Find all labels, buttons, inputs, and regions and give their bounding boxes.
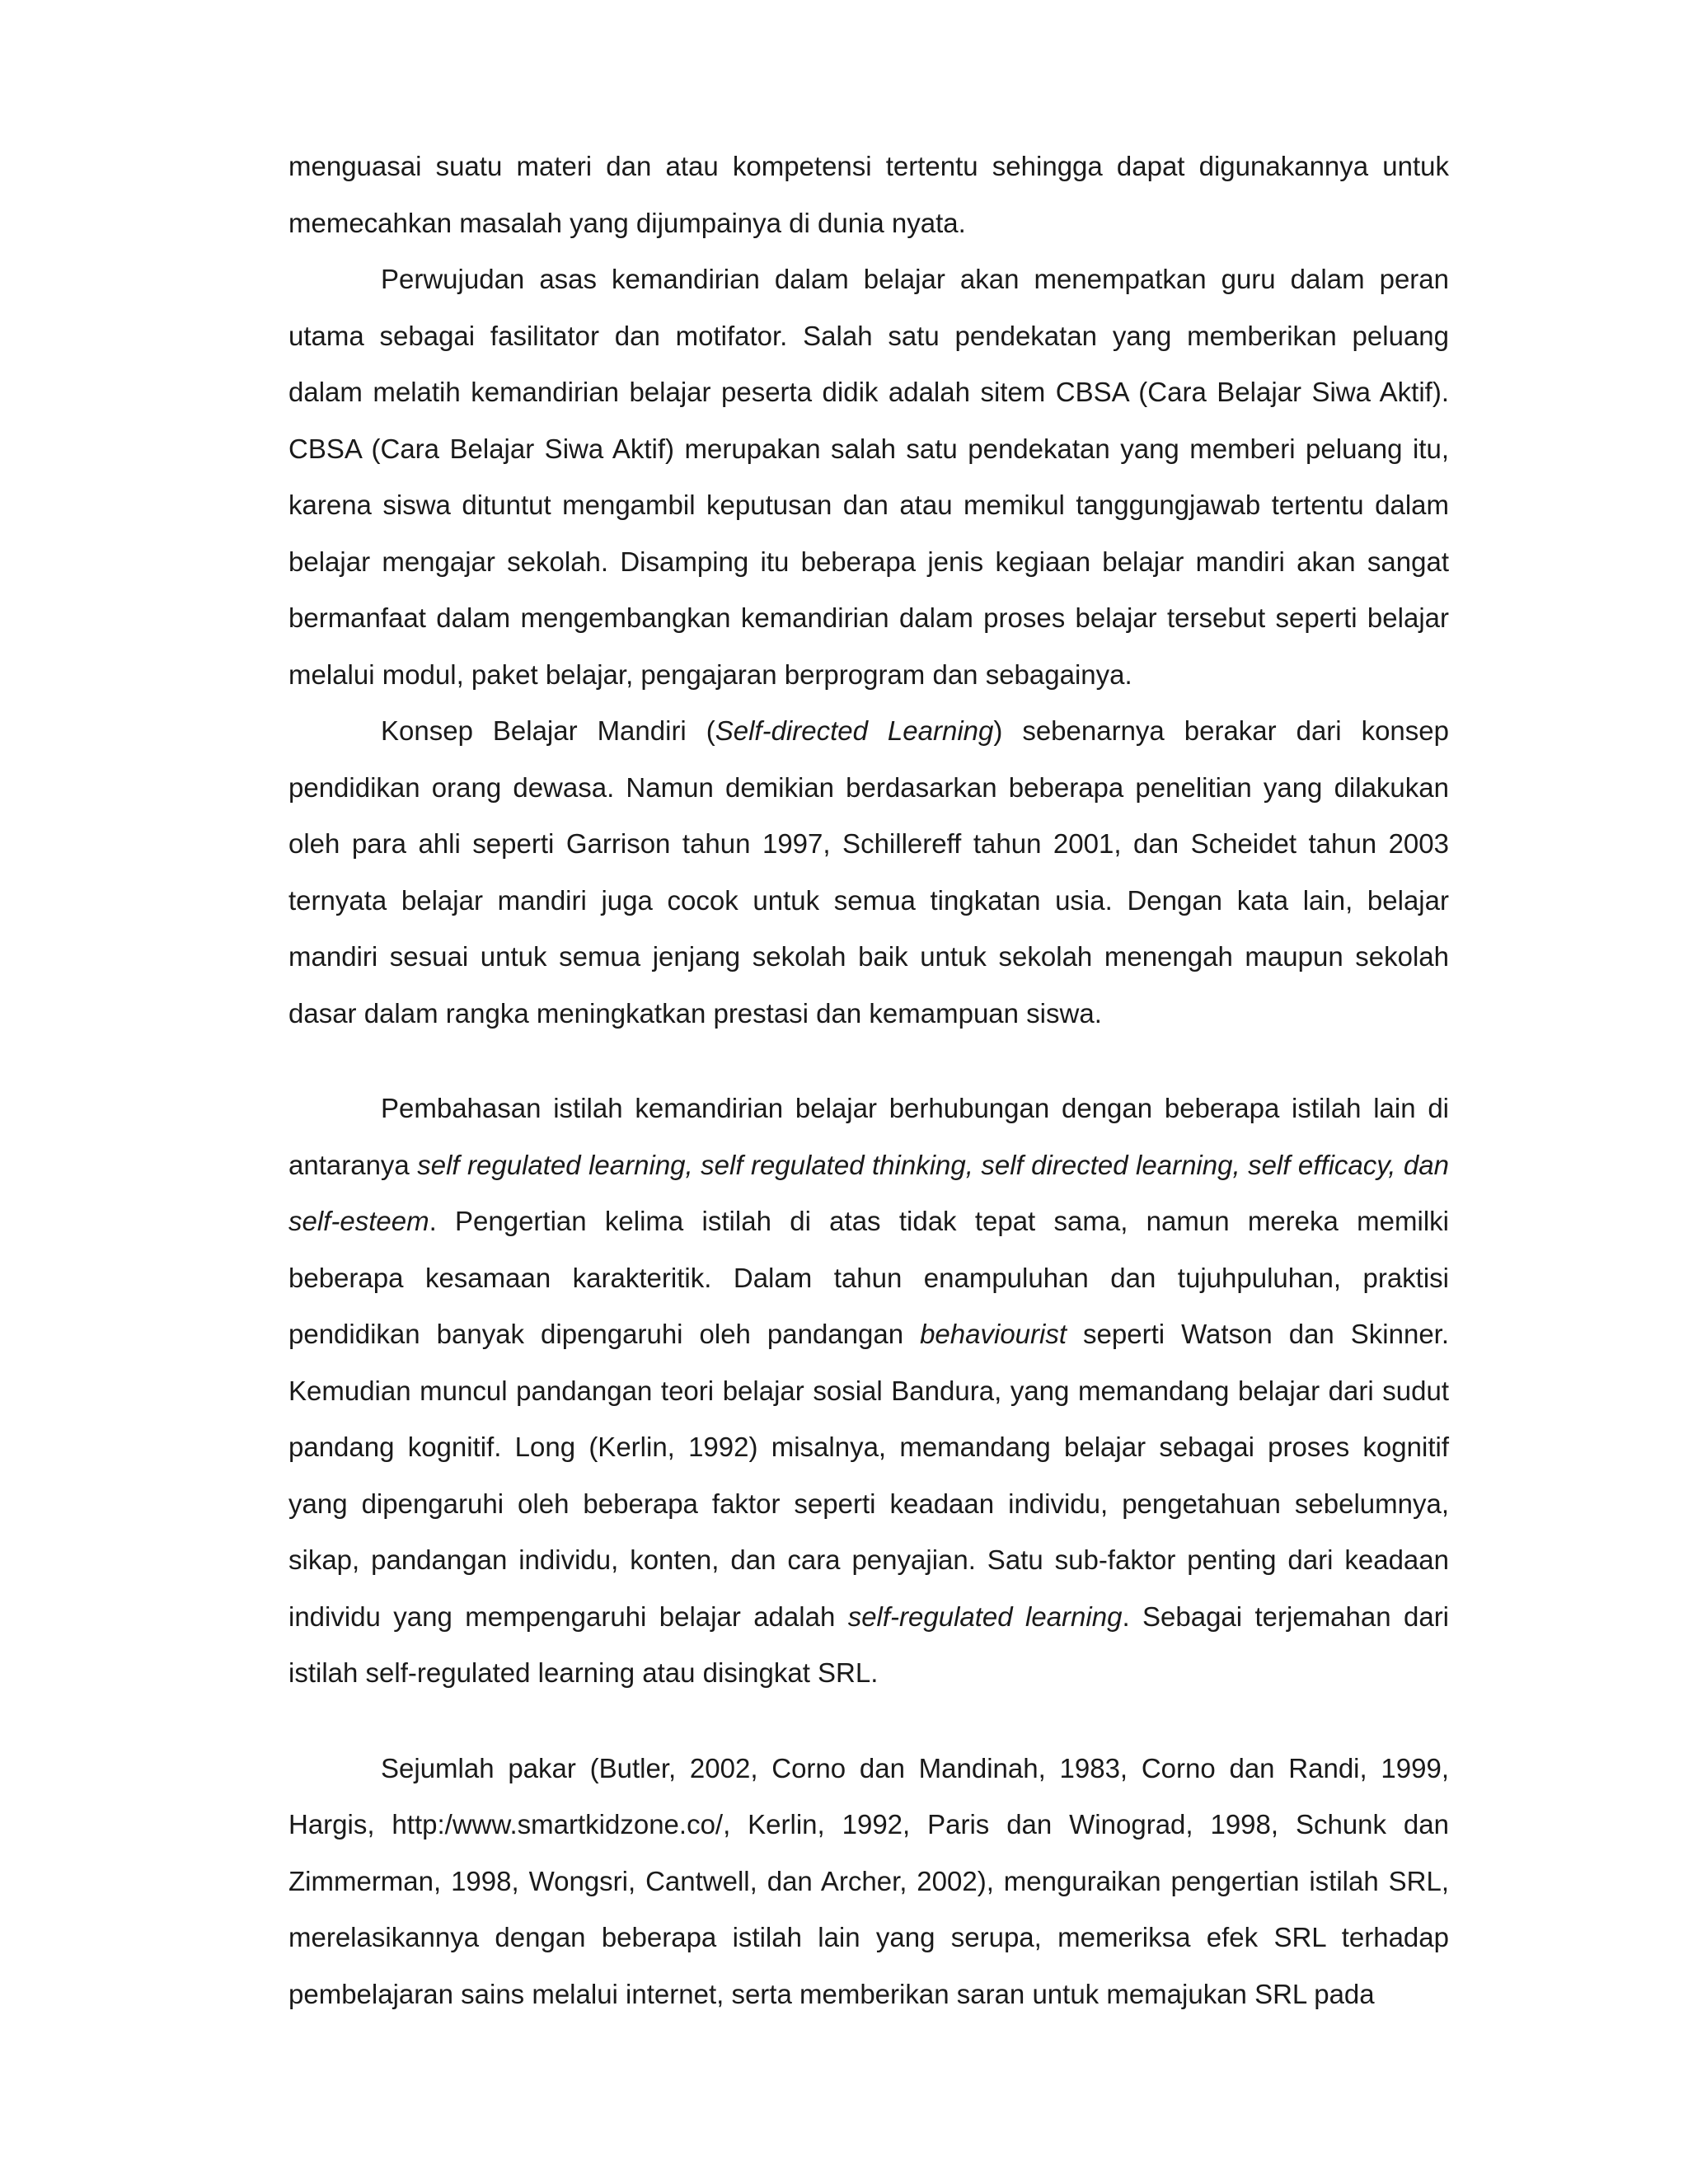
paragraph-4-italic-srl: self-regulated learning: [847, 1601, 1123, 1632]
paragraph-4-italic-behaviourist: behaviourist: [920, 1319, 1067, 1349]
paragraph-4-italic-terms: self regulated learning, self regulated thinking, self directed learning, self efficacy, dan self-esteem: [288, 1149, 1449, 1236]
paragraph-5-text: Sejumlah pakar (Butler, 2002, Corno dan Mandinah, 1983, Corno dan Randi, 1999, Hargis, http:/www.smartkidzone.co/, Kerlin, 1992, Paris dan Winograd, 1998, Schunk dan Zimmerman, 1998, Wongsri, Cantwell, dan Archer, 2002), menguraikan pengertian istilah SRL, merelasikannya dengan beberapa istilah lain yang serupa, memeriksa efek SRL terhadap pembelajaran sains melalui internet, serta memberikan saran untuk memajukan SRL pada: [288, 1752, 1449, 2009]
paragraph-3-italic-term: Self-directed Learning: [715, 715, 994, 746]
document-body: [288, 138, 1449, 2022]
paragraph-4-run-1: Pembahasan istilah kemandirian belajar berhubungan dengan beberapa istilah lain di antaranya: [288, 1093, 1449, 1180]
paragraph-5: [288, 1741, 1449, 2023]
paragraph-3-run-3: ) sebenarnya berakar dari konsep pendidikan orang dewasa. Namun demikian berdasarkan beberapa penelitian yang dilakukan oleh para ahli seperti Garrison tahun 1997, Schillereff tahun 2001, dan Scheidet tahun 2003 ternyata belajar mandiri juga cocok untuk semua tingkatan usia. Dengan kata lain, belajar mandiri sesuai untuk semua jenjang sekolah baik untuk sekolah menengah maupun sekolah dasar dalam rangka meningkatkan prestasi dan kemampuan siswa.: [288, 715, 1449, 1029]
paragraph-2-text: Perwujudan asas kemandirian dalam belajar akan menempatkan guru dalam peran utama sebagai fasilitator dan motifator. Salah satu pendekatan yang memberikan peluang dalam melatih kemandirian belajar peserta didik adalah sitem CBSA (Cara Belajar Siwa Aktif). CBSA (Cara Belajar Siwa Aktif) merupakan salah satu pendekatan yang memberi peluang itu, karena siswa dituntut mengambil keputusan dan atau memikul tanggungjawab tertentu dalam belajar mengajar sekolah. Disamping itu beberapa jenis kegiaan belajar mandiri akan sangat bermanfaat dalam mengembangkan kemandirian dalam proses belajar tersebut seperti belajar melalui modul, paket belajar, pengajaran berprogram dan sebagainya.: [288, 264, 1449, 690]
paragraph-4-run-5: seperti Watson dan Skinner. Kemudian muncul pandangan teori belajar sosial Bandura, yang memandang belajar dari sudut pandang kognitif. Long (Kerlin, 1992) misalnya, memandang belajar sebagai proses kognitif yang dipengaruhi oleh beberapa faktor seperti keadaan individu, pengetahuan sebelumnya, sikap, pandangan individu, konten, dan cara penyajian. Satu sub-faktor penting dari keadaan individu yang mempengaruhi belajar adalah: [288, 1319, 1450, 1632]
paragraph-4-run-7: . Sebagai terjemahan dari istilah self-regulated learning atau disingkat SRL.: [288, 1601, 1450, 1688]
paragraph-1: [288, 138, 1449, 251]
paragraph-1-text: menguasai suatu materi dan atau kompetensi tertentu sehingga dapat digunakannya untuk memecahkan masalah yang dijumpainya di dunia nyata.: [288, 151, 1449, 238]
paragraph-4-run-3: . Pengertian kelima istilah di atas tidak tepat sama, namun mereka memilki beberapa kesamaan karakteritik. Dalam tahun enampuluhan dan tujuhpuluhan, praktisi pendidikan banyak dipengaruhi oleh pandangan: [288, 1206, 1449, 1349]
paragraph-2: [288, 251, 1449, 703]
paragraph-4: [288, 1080, 1449, 1702]
paragraph-3-run-1: Konsep Belajar Mandiri (: [381, 715, 715, 746]
paragraph-3: [288, 703, 1449, 1042]
